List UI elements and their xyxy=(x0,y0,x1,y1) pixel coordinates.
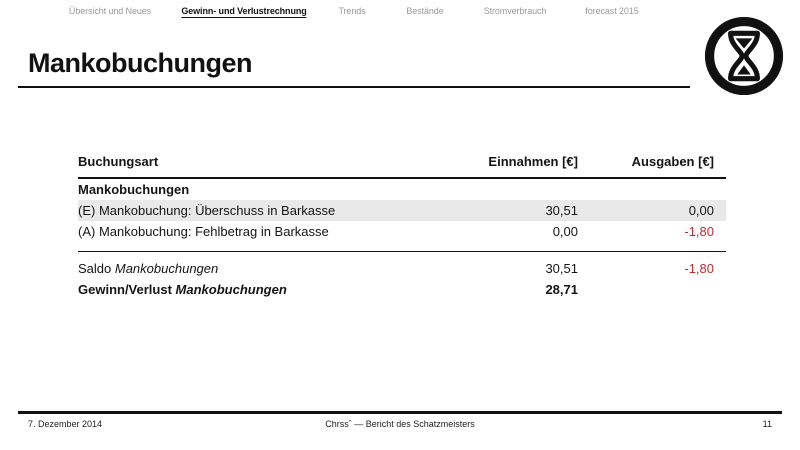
bookings-table-wrap xyxy=(78,150,726,300)
row-einnahmen-value: 0,00 xyxy=(552,224,578,239)
table-row-ueberschuss xyxy=(78,200,726,221)
row-label xyxy=(78,252,440,280)
title-rule xyxy=(18,86,690,88)
saldo-label: Saldo xyxy=(78,261,112,276)
saldo-ausgaben-value-negative: -1,80 xyxy=(578,252,726,280)
page-title: Mankobuchungen xyxy=(28,48,252,78)
table-row-fehlbetrag xyxy=(78,221,726,252)
gewinn-verlust-label-italic: Mankobuchungen xyxy=(175,282,287,297)
row-label: (E) Mankobuchung: Überschuss in Barkasse xyxy=(78,200,440,221)
nav-item-stromverbrauch[interactable]: Stromverbrauch xyxy=(483,6,547,16)
table-row-saldo xyxy=(78,252,726,280)
row-label xyxy=(78,279,440,300)
table-section-row xyxy=(78,178,726,200)
table-header-row xyxy=(78,150,726,178)
gewinn-verlust-einnahmen-value: 28,71 xyxy=(545,282,578,297)
row-label: (A) Mankobuchung: Fehlbetrag in Barkasse xyxy=(78,224,329,239)
row-einnahmen-value: 30,51 xyxy=(440,200,578,221)
nav-item-gewinn-und-verlustrechnung[interactable]: Gewinn- und Verlustrechnung xyxy=(181,6,307,16)
nav-item-uebersicht-und-neues[interactable]: Übersicht und Neues xyxy=(68,6,152,16)
hourglass-logo-icon xyxy=(702,14,786,98)
col-header-ausgaben: Ausgaben [€] xyxy=(578,150,726,178)
col-header-buchungsart: Buchungsart xyxy=(78,150,440,178)
bookings-table xyxy=(78,150,726,300)
row-ausgaben-value: 0,00 xyxy=(578,200,726,221)
gewinn-verlust-label: Gewinn/Verlust xyxy=(78,282,172,297)
nav-item-trends[interactable]: Trends xyxy=(338,6,366,16)
section-header-label: Mankobuchungen xyxy=(78,182,190,197)
col-header-einnahmen: Einnahmen [€] xyxy=(440,150,578,178)
nav-item-forecast-2015[interactable]: forecast 2015 xyxy=(585,6,639,16)
table-row-gewinn-verlust xyxy=(78,279,726,300)
footer-rule xyxy=(18,411,782,414)
row-ausgaben-value-negative: -1,80 xyxy=(684,224,714,239)
saldo-label-italic: Mankobuchungen xyxy=(114,261,219,276)
nav-item-bestaende[interactable]: Bestände xyxy=(406,6,444,16)
saldo-einnahmen-value: 30,51 xyxy=(440,252,578,280)
nav-bar xyxy=(0,0,800,26)
footer-date: 7. Dezember 2014 xyxy=(28,419,103,429)
footer-page-number: 11 xyxy=(762,419,772,429)
gewinn-verlust-ausgaben-value xyxy=(578,279,726,300)
footer-credit: Chrssˆ — Bericht des Schatzmeisters xyxy=(325,419,475,429)
